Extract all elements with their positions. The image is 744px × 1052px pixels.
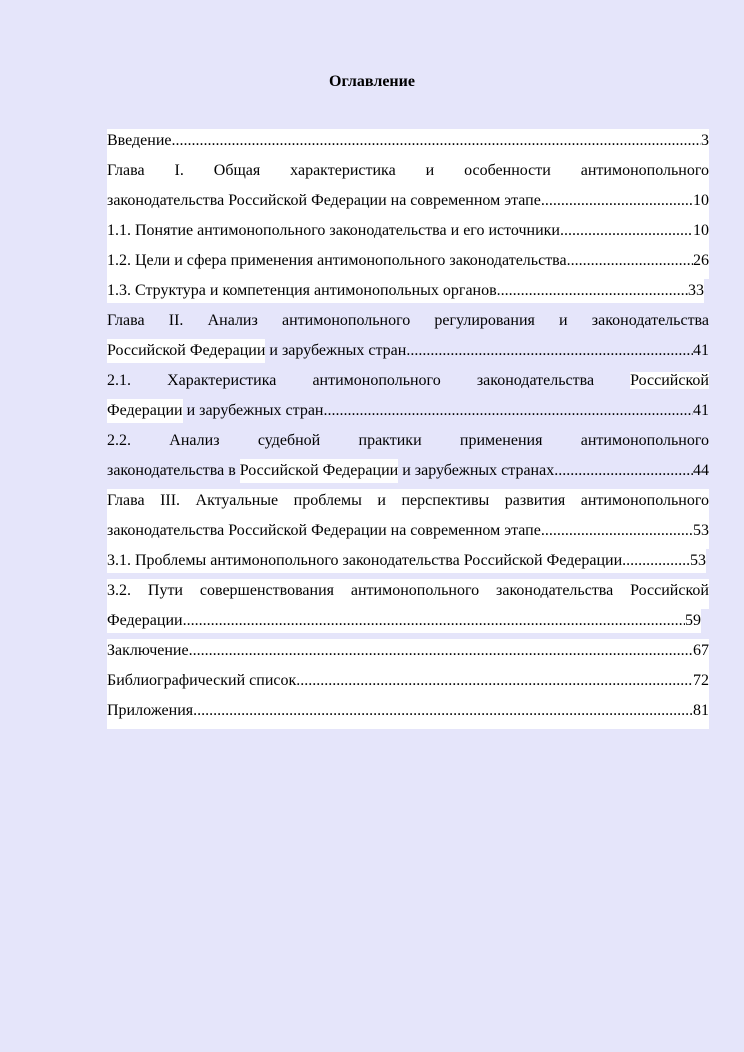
toc-page-number: 72	[693, 672, 709, 689]
toc-entry-text: и зарубежных стран	[182, 402, 324, 419]
toc-line	[107, 549, 709, 579]
toc-leader-dots	[189, 639, 693, 663]
toc-line	[107, 399, 709, 429]
page-title: Оглавление	[329, 73, 415, 90]
toc-line	[107, 669, 709, 699]
toc-entry-highlight: Российской Федерации	[240, 459, 398, 483]
toc-line	[107, 459, 709, 489]
toc-line	[107, 219, 709, 249]
toc-page-number: 53	[693, 522, 709, 539]
toc-entry-text: Приложения	[107, 702, 194, 719]
toc-leader-dots	[323, 399, 693, 423]
toc-entry-chapter-1[interactable]	[107, 159, 709, 219]
toc-leader-dots	[622, 549, 690, 573]
toc-page-number: 26	[693, 252, 709, 269]
toc-entry-text: 2.2. Анализ судебной практики применения антимонопольного	[107, 432, 709, 449]
toc-entry-section-1-1[interactable]	[107, 219, 709, 249]
toc-page-number: 3	[701, 132, 709, 149]
toc-entry-section-2-1[interactable]	[107, 369, 709, 429]
toc-line	[107, 159, 709, 189]
toc-entry-bibliography[interactable]	[107, 669, 709, 699]
toc-entry-highlight: Федерации	[107, 399, 183, 423]
toc-line	[107, 369, 709, 399]
toc-entry-appendices[interactable]	[107, 699, 709, 729]
toc-line	[107, 489, 709, 519]
toc-entry-text: и зарубежных странах	[398, 462, 555, 479]
toc-entry-section-1-3[interactable]	[107, 279, 709, 309]
toc-entry-text: 2.1. Характеристика антимонопольного законодательства	[107, 372, 631, 389]
toc-entry-section-3-1[interactable]	[107, 549, 709, 579]
toc-leader-dots	[406, 339, 693, 363]
toc-line	[107, 129, 709, 159]
toc-leader-dots	[172, 129, 702, 153]
toc-entry-text: Глава II. Анализ антимонопольного регулирования и законодательства	[107, 312, 709, 329]
toc-leader-dots	[541, 519, 693, 543]
toc-page-number: 33	[688, 279, 704, 303]
toc-line	[107, 279, 709, 309]
toc-entry-text: Введение	[107, 132, 172, 149]
toc-entry-text: законодательства Российской Федерации на современном этапе	[107, 522, 541, 539]
toc-line	[107, 519, 709, 549]
toc-line	[107, 579, 709, 609]
toc-line	[107, 309, 709, 339]
toc-leader-dots	[296, 669, 693, 693]
toc-entry-section-1-2[interactable]	[107, 249, 709, 279]
toc-entry-conclusion[interactable]	[107, 639, 709, 669]
toc-line	[107, 699, 709, 729]
toc-entry-text: 3.2. Пути совершенствования антимонопольного законодательства Российской	[107, 582, 709, 599]
toc-line	[107, 609, 709, 639]
toc-entry-text: 3.1. Проблемы антимонопольного законодательства Российской Федерации	[107, 549, 622, 573]
toc-line	[107, 189, 709, 219]
toc-line	[107, 639, 709, 669]
toc-entry-section-2-2[interactable]	[107, 429, 709, 489]
toc-entry-text: 1.3. Структура и компетенция антимонопольных органов	[107, 279, 497, 303]
toc-page-number: 41	[693, 402, 709, 419]
toc-entry-text: законодательства в	[107, 462, 240, 479]
toc-entry-highlight: Российской	[630, 372, 709, 389]
toc-entry-chapter-3[interactable]	[107, 489, 709, 549]
toc-entry-text: Заключение	[107, 642, 189, 659]
toc-leader-dots	[497, 279, 688, 303]
toc-page-number: 44	[693, 462, 709, 479]
toc-entry-text: Федерации	[107, 609, 183, 633]
toc-leader-dots	[567, 249, 693, 273]
toc-leader-dots	[541, 189, 693, 213]
toc-entry-chapter-2[interactable]	[107, 309, 709, 369]
toc-entry-text: законодательства Российской Федерации на современном этапе	[107, 192, 541, 209]
toc-entry-intro[interactable]	[107, 129, 709, 159]
toc-entry-text: Библиографический список	[107, 672, 297, 689]
toc-page-number: 10	[693, 192, 709, 209]
toc-entry-text: Глава III. Актуальные проблемы и перспективы развития антимонопольного	[107, 492, 709, 509]
toc-leader-dots	[183, 609, 685, 633]
toc-page-number: 81	[693, 702, 709, 719]
toc-leader-dots	[560, 219, 693, 243]
toc-leader-dots	[193, 699, 693, 723]
table-of-contents	[107, 129, 709, 729]
toc-page-number: 41	[693, 342, 709, 359]
toc-line	[107, 339, 709, 369]
toc-entry-text: Глава I. Общая характеристика и особенности антимонопольного	[107, 162, 709, 179]
toc-entry-text: и зарубежных стран	[265, 342, 407, 359]
toc-entry-text: 1.1. Понятие антимонопольного законодательства и его источники	[107, 222, 560, 239]
toc-page-number: 59	[685, 609, 701, 633]
toc-page-number: 67	[693, 642, 709, 659]
toc-leader-dots	[554, 459, 693, 483]
toc-line	[107, 249, 709, 279]
toc-entry-highlight: Российской Федерации	[107, 339, 265, 363]
toc-entry-section-3-2[interactable]	[107, 579, 709, 639]
toc-line	[107, 429, 709, 459]
toc-entry-text: 1.2. Цели и сфера применения антимонопольного законодательства	[107, 252, 567, 269]
toc-page-number: 53	[690, 549, 706, 573]
toc-page-number: 10	[693, 222, 709, 239]
